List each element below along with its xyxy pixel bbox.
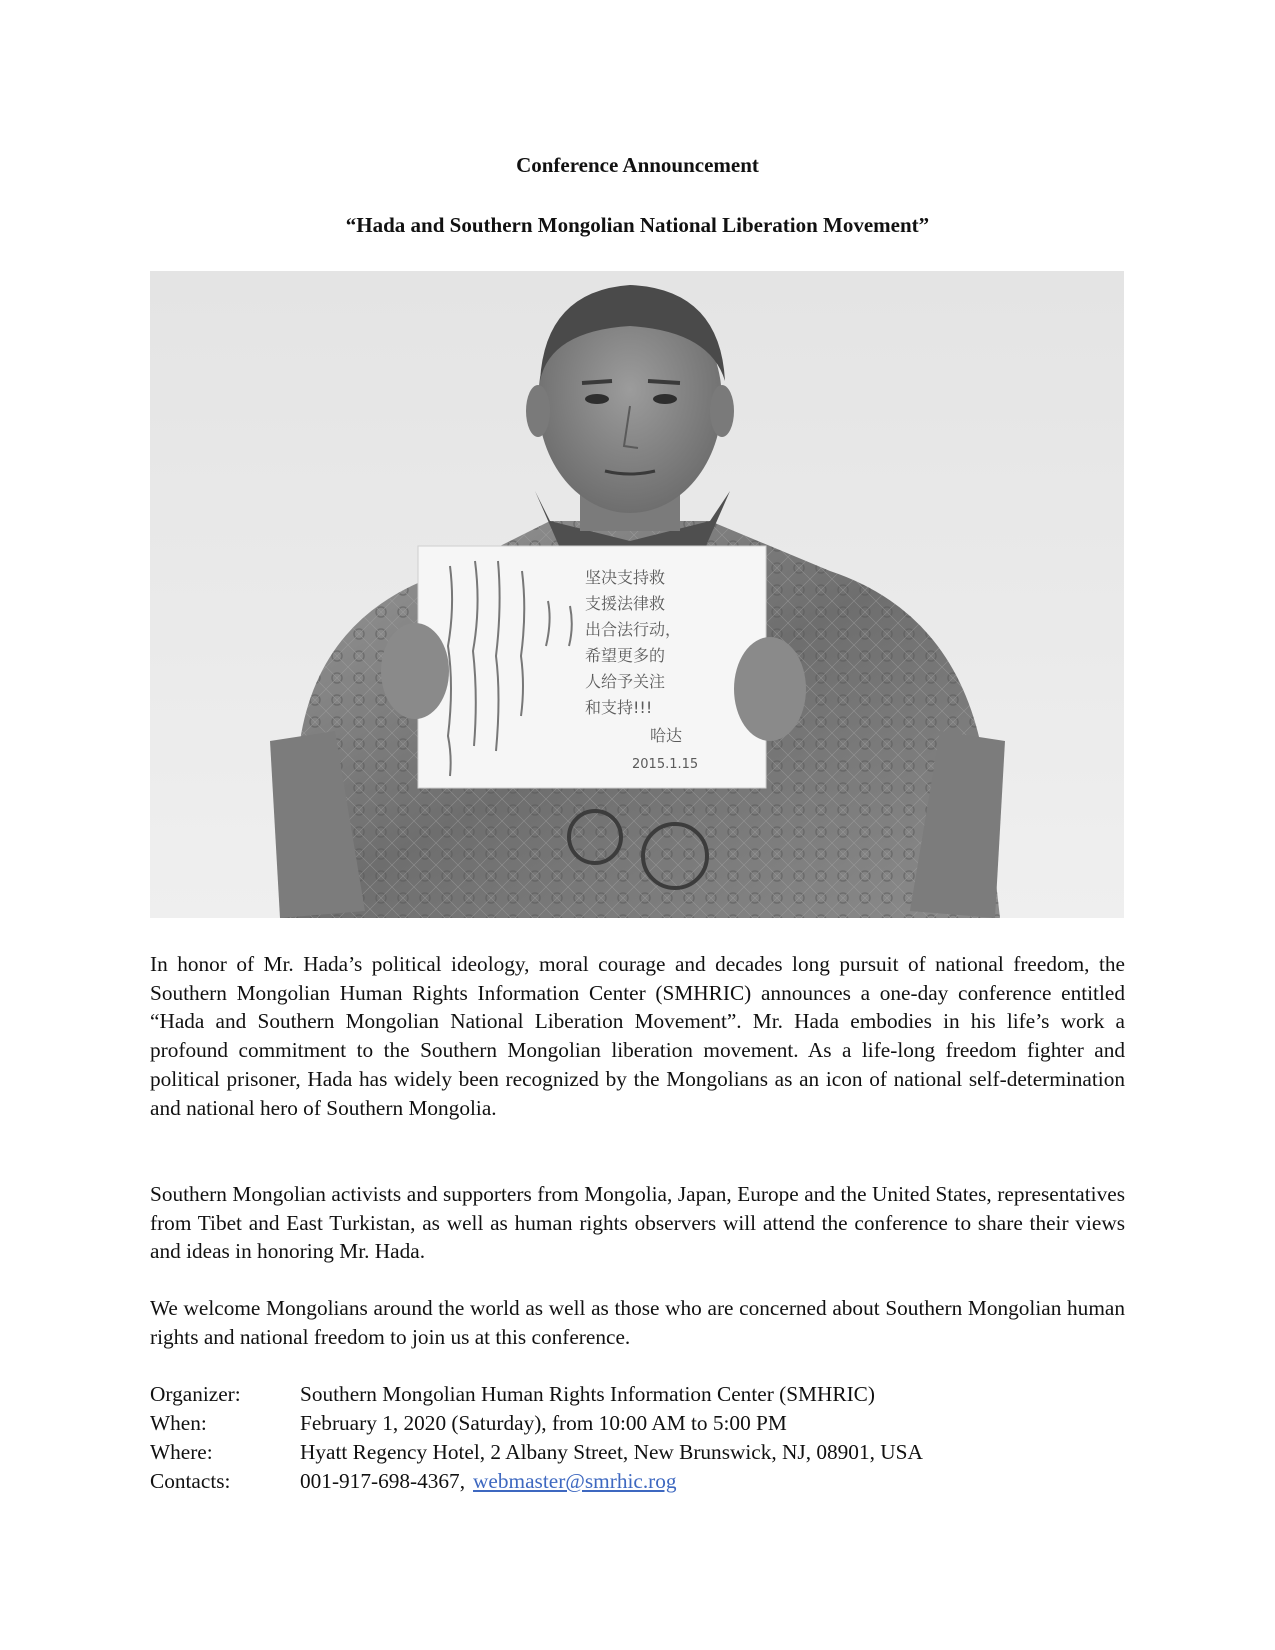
- contact-phone: 001-917-698-4367,: [300, 1469, 466, 1493]
- contacts-label: Contacts:: [150, 1469, 231, 1493]
- sign-line-1: 坚决支持救: [585, 568, 666, 587]
- where-value: Hyatt Regency Hotel, 2 Albany Street, New Brunswick, NJ, 08901, USA: [300, 1440, 923, 1464]
- sign-line-5: 人给予关注: [585, 672, 666, 691]
- when-value: February 1, 2020 (Saturday), from 10:00 AM to 5:00 PM: [300, 1411, 787, 1435]
- when-row: [150, 1409, 1125, 1438]
- contact-email-link[interactable]: webmaster@smrhic.rog: [473, 1469, 677, 1493]
- paragraph-welcome: We welcome Mongolians around the world as well as those who are concerned about Southern Mongolian human rights and national freedom to join us at this conference.: [150, 1296, 1125, 1349]
- sign-line-4: 希望更多的: [585, 646, 666, 665]
- event-details: [150, 1380, 1125, 1496]
- paragraph-attendees: Southern Mongolian activists and supporters from Mongolia, Japan, Europe and the United States, representatives from Tibet and East Turkistan, as well as human rights observers will attend the conference to share their views and ideas in honoring Mr. Hada.: [150, 1182, 1125, 1264]
- sign-date: 2015.1.15: [632, 757, 699, 772]
- when-label: When:: [150, 1411, 207, 1435]
- organizer-row: [150, 1380, 1125, 1409]
- contacts-row: [150, 1467, 1125, 1496]
- sign-line-3: 出合法行动，: [585, 620, 682, 639]
- where-label: Where:: [150, 1440, 213, 1464]
- where-row: [150, 1438, 1125, 1467]
- sign-line-6: 和支持!!!: [585, 698, 653, 717]
- sign-line-2: 支援法律救: [585, 594, 666, 613]
- portrait-photo: [150, 271, 1124, 918]
- page-title: Conference Announcement: [516, 153, 759, 177]
- sign-signature: 哈达: [650, 726, 683, 745]
- organizer-label: Organizer:: [150, 1382, 241, 1406]
- organizer-value: Southern Mongolian Human Rights Information Center (SMHRIC): [300, 1382, 875, 1406]
- contacts-value: [300, 1467, 1125, 1496]
- paragraph-intro: In honor of Mr. Hada’s political ideology, moral courage and decades long pursuit of national freedom, the Southern Mongolian Human Rights Information Center (SMHRIC) announces a one-day conference entitled “Hada and Southern Mongolian National Liberation Movement”. Mr. Hada embodies in his life’s work a profound commitment to the Southern Mongolian liberation movement. As a life-long freedom fighter and political prisoner, Hada has widely been recognized by the Mongolians as an icon of national self-determination and national hero of Southern Mongolia.: [150, 952, 1125, 1120]
- conference-title: “Hada and Southern Mongolian National Liberation Movement”: [345, 213, 930, 237]
